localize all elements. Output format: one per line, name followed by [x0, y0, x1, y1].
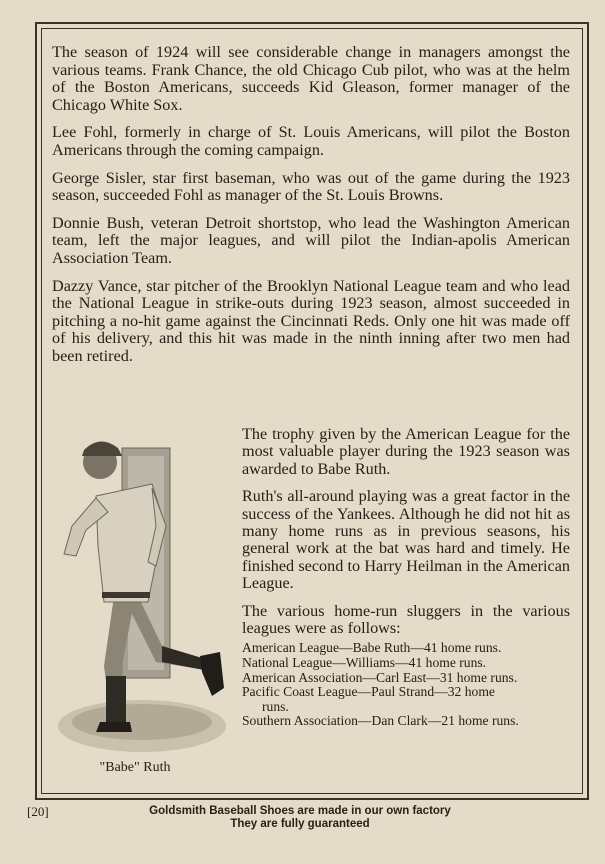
list-item: American League—Babe Ruth—41 home runs.	[242, 640, 502, 656]
babe-ruth-illustration	[52, 426, 232, 756]
paragraph-bush: Donnie Bush, veteran Detroit shortstop, who lead the Washington American team, left the major leagues, and will pilot the Indian-apolis American Association Team.	[52, 213, 570, 267]
page-number: [20]	[27, 804, 49, 819]
paragraph-sluggers: The various home-run sluggers in the various leagues were as follows:	[242, 601, 570, 638]
list-item: Southern Association—Dan Clark—21 home runs.	[242, 713, 519, 729]
paragraph-trophy: The trophy given by the American League for the most valuable player during the 1923 season was awarded to Babe Ruth.	[242, 425, 570, 478]
footer-line-2: They are fully guaranteed	[230, 818, 370, 830]
paragraph-vance: Dazzy Vance, star pitcher of the Brooklyn National League team and who lead the National League in strike-outs during 1923 season, almost succeeded in pitching a no-hit game against the Cincinnati Reds. Only one hit was made off of his delivery, and this hit was made in the ninth inning after two men had been retired.	[52, 276, 570, 365]
photo-caption: "Babe" Ruth	[99, 760, 171, 775]
list-item: National League—Williams—41 home runs.	[242, 655, 487, 671]
list-item: Pacific Coast League—Paul Strand—32 home runs.	[242, 684, 495, 714]
paragraph-fohl: Lee Fohl, formerly in charge of St. Louis Americans, will pilot the Boston Americans through the coming campaign.	[52, 123, 570, 159]
article-bottom	[52, 426, 570, 786]
babe-ruth-photo	[52, 426, 232, 756]
footer-line-1: Goldsmith Baseball Shoes are made in our own factory	[149, 805, 451, 817]
list-item: American Association—Carl East—31 home runs.	[242, 669, 518, 685]
paragraph-ruth: Ruth's all-around playing was a great factor in the success of the Yankees. Although he did not hit as many home runs as in previous seasons, his general work at the bat was hard and timely. He finished second to Harry Heilman in the American League.	[242, 487, 570, 593]
right-column	[242, 426, 570, 729]
paragraph-managers: The season of 1924 will see considerable change in managers amongst the various teams. Frank Chance, the old Chicago Cub pilot, who was at the helm of the Boston Americans, succeeds Kid Gleason, former manager of the Chicago White Sox.	[52, 43, 570, 114]
paragraph-sisler: George Sisler, star first baseman, who was out of the game during the 1923 season, succeeded Fohl as manager of the St. Louis Browns.	[52, 168, 570, 205]
home-run-list	[242, 641, 570, 729]
article-top	[52, 44, 570, 376]
footer-advert	[100, 805, 500, 831]
